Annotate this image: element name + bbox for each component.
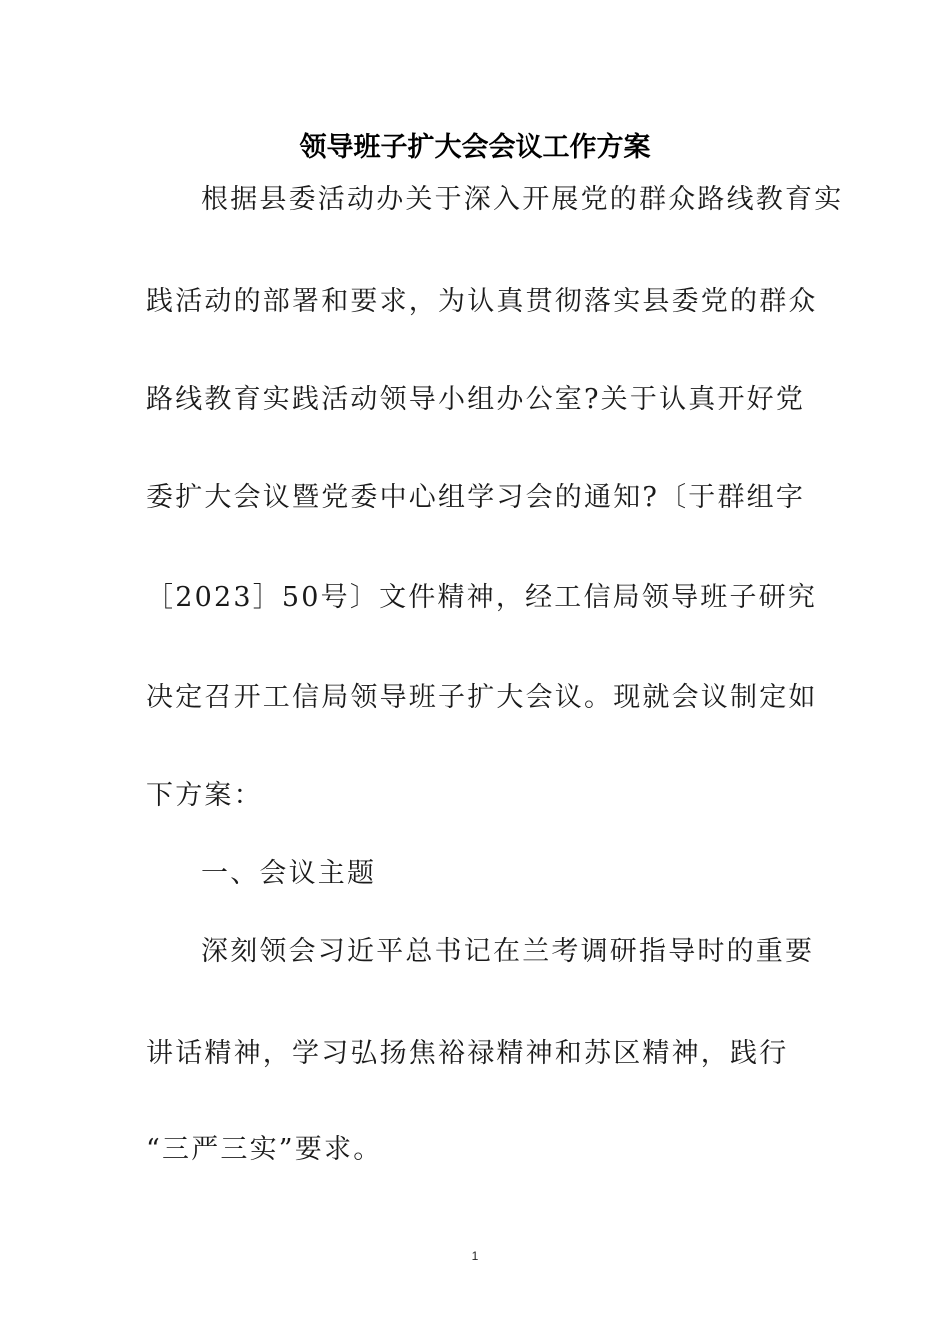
paragraph-line: 路线教育实践活动领导小组办公室?关于认真开好党 [146,384,806,415]
document-title: 领导班子扩大会会议工作方案 [299,132,651,163]
section-heading: 一、会议主题 [201,858,377,889]
paragraph-line: 践活动的部署和要求，为认真贯彻落实县委党的群众 [146,286,818,317]
paragraph-line: “三严三实”要求。 [146,1134,383,1165]
page-number: 1 [471,1249,479,1263]
paragraph-line: ［2023］50号〕文件精神，经工信局领导班子研究 [146,582,818,613]
paragraph-line: 深刻领会习近平总书记在兰考调研指导时的重要 [201,936,815,967]
paragraph-line: 讲话精神，学习弘扬焦裕禄精神和苏区精神，践行 [146,1038,789,1069]
paragraph-line: 决定召开工信局领导班子扩大会议。现就会议制定如 [146,682,818,713]
paragraph-line: 委扩大会议暨党委中心组学习会的通知?〔于群组字 [146,482,806,513]
paragraph-line: 根据县委活动办关于深入开展党的群众路线教育实 [201,184,844,215]
paragraph-line: 下方案： [146,780,263,811]
